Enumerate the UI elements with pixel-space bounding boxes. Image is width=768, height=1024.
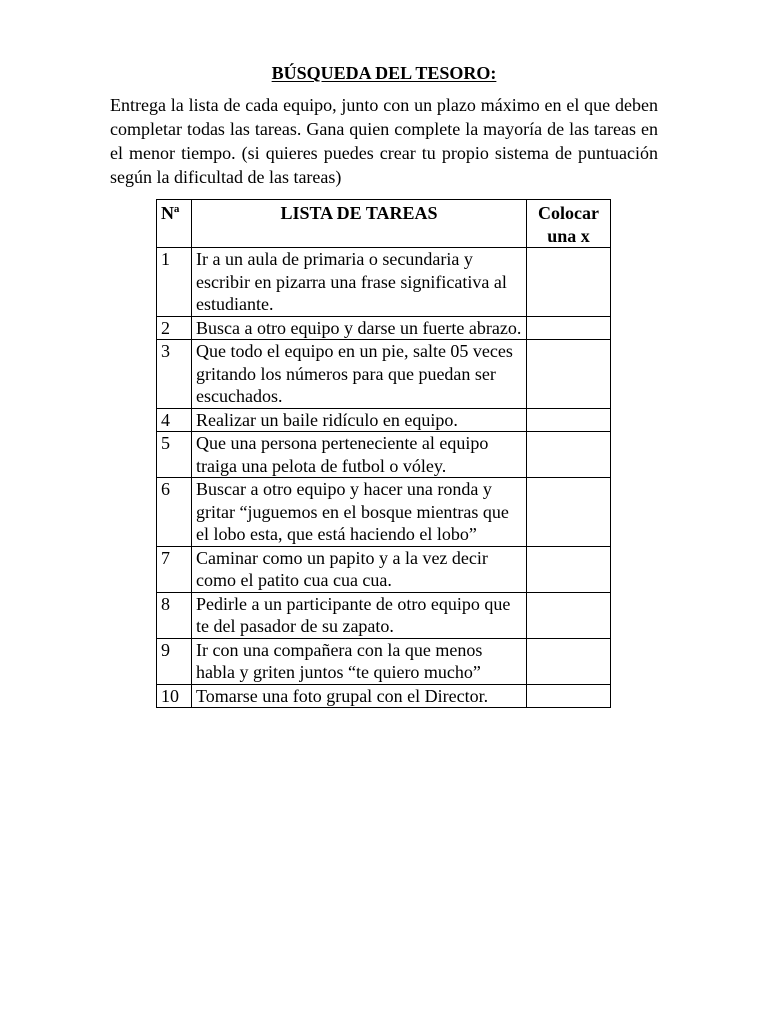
header-task-list: LISTA DE TAREAS [192, 200, 527, 248]
row-task: Ir con una compañera con la que menos habla y griten juntos “te quiero mucho” [192, 638, 527, 684]
row-number: 9 [157, 638, 192, 684]
row-task: Busca a otro equipo y darse un fuerte abrazo. [192, 316, 527, 340]
row-task: Que una persona perteneciente al equipo traiga una pelota de futbol o vóley. [192, 432, 527, 478]
row-check-cell[interactable] [527, 432, 611, 478]
table-row [157, 248, 611, 317]
row-check-cell[interactable] [527, 340, 611, 409]
table-row [157, 638, 611, 684]
row-task: Caminar como un papito y a la vez decir como el patito cua cua cua. [192, 546, 527, 592]
table-row [157, 432, 611, 478]
row-task: Ir a un aula de primaria o secundaria y escribir en pizarra una frase significativa al estudiante. [192, 248, 527, 317]
table-header-row [157, 200, 611, 248]
row-task: Buscar a otro equipo y hacer una ronda y gritar “juguemos en el bosque mientras que el lobo esta, que está haciendo el lobo” [192, 478, 527, 547]
document-title: BÚSQUEDA DEL TESORO: [271, 63, 497, 83]
table-row [157, 408, 611, 432]
row-task: Que todo el equipo en un pie, salte 05 veces gritando los números para que puedan ser escuchados. [192, 340, 527, 409]
row-number: 8 [157, 592, 192, 638]
table-row [157, 340, 611, 409]
row-number: 5 [157, 432, 192, 478]
row-number: 3 [157, 340, 192, 409]
row-number: 7 [157, 546, 192, 592]
header-number: Nª [157, 200, 192, 248]
row-task: Realizar un baile ridículo en equipo. [192, 408, 527, 432]
table-row [157, 546, 611, 592]
row-task: Pedirle a un participante de otro equipo que te del pasador de su zapato. [192, 592, 527, 638]
row-check-cell[interactable] [527, 638, 611, 684]
row-number: 4 [157, 408, 192, 432]
row-check-cell[interactable] [527, 408, 611, 432]
row-number: 2 [157, 316, 192, 340]
row-check-cell[interactable] [527, 592, 611, 638]
table-row [157, 684, 611, 708]
row-task: Tomarse una foto grupal con el Director. [192, 684, 527, 708]
table-row [157, 592, 611, 638]
row-number: 10 [157, 684, 192, 708]
header-mark-x: Colocar una x [527, 200, 611, 248]
row-check-cell[interactable] [527, 684, 611, 708]
row-check-cell[interactable] [527, 248, 611, 317]
table-row [157, 316, 611, 340]
row-number: 6 [157, 478, 192, 547]
table-row [157, 478, 611, 547]
row-number: 1 [157, 248, 192, 317]
row-check-cell[interactable] [527, 316, 611, 340]
intro-paragraph: Entrega la lista de cada equipo, junto con un plazo máximo en el que deben completar todas las tareas. Gana quien complete la mayoría de las tareas en el menor tiempo. (si quieres puedes crear tu propio sistema de puntuación según la dificultad de las tareas) [110, 95, 658, 187]
task-table [156, 199, 611, 708]
row-check-cell[interactable] [527, 478, 611, 547]
row-check-cell[interactable] [527, 546, 611, 592]
